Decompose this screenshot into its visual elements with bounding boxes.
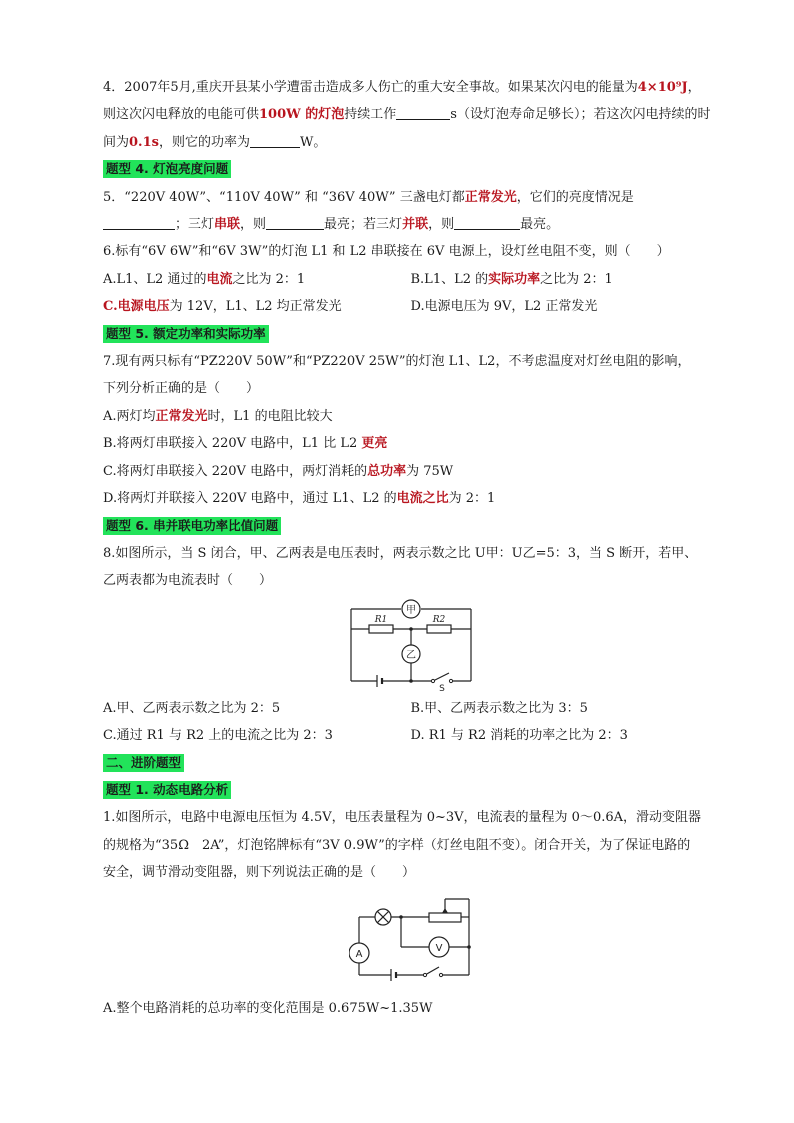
answer-blank[interactable] [103,215,175,230]
q5-text: ，则 [240,217,267,233]
option-text: D.将两灯并联接入 220V 电路中，通过 L1、L2 的 [103,491,397,507]
option-text: 为 2：1 [448,491,496,507]
question-4 [103,74,718,156]
q8-options-row-2 [103,722,718,749]
question-7-stem [103,348,718,403]
q8-options-row-1 [103,695,718,722]
option-text: 为 75W [406,463,454,479]
section-heading: 二、进阶题型 [103,754,184,772]
q5-highlight: 并联 [402,217,429,233]
section-tag: 题型 1. 动态电路分析 [103,781,231,799]
option-text: 之比为 2：1 [540,271,613,287]
q5-highlight: 正常发光 [464,189,517,205]
section-tag: 题型 5. 额定功率和实际功率 [103,325,269,343]
option-text: B.将两灯串联接入 220V 电路中，L1 比 L2 [103,436,362,452]
q7-option-c[interactable] [103,458,718,485]
question-5 [103,184,718,239]
q5-text: 最亮。 [520,217,560,233]
q4-text: s（设灯泡寿命足够长）；若这次闪电持续的时 [450,107,711,123]
section-tag: 题型 6. 串并联电功率比值问题 [103,517,281,535]
ammeter-label: A [355,948,362,960]
q8-option-d[interactable]: D. R1 与 R2 消耗的功率之比为 2：3 [410,728,628,744]
q6-options-row-1 [103,266,718,293]
advanced-question-1 [103,804,718,886]
q4-text: ， [687,80,701,95]
q4-text: 4．2007年5月,重庆开县某小学遭雷击造成多人伤亡的重大安全事故。如果某次闪电的能量为 [103,80,638,95]
q4-text: 间为 [103,134,130,150]
q4-text: ，则它的功率为 [158,134,250,150]
option-text: 之比为 2：1 [232,271,306,287]
q4-text: 则这次闪电释放的电能可供 [103,107,260,123]
q6-option-c[interactable] [103,293,411,320]
q5-highlight: 串联 [214,217,241,233]
option-text: A.L1、L2 通过的 [103,271,207,287]
option-highlight: 电流之比 [396,491,449,507]
qa1-text: 的规格为“35Ω 2A”，灯泡铭牌标有“3V 0.9W”的字样（灯丝电阻不变）。闭合开关，为了保证电路的 [103,837,691,853]
qa1-circuit-figure [103,891,718,991]
resistor-r2-label: R2 [432,614,445,625]
option-highlight: 更亮 [361,436,388,452]
question-6-stem: 6.标有“6V 6W”和“6V 3W”的灯泡 L1 和 L2 串联接在 6V 电源上，设灯丝电阻不变，则（ ） [103,244,670,260]
q5-text: ，它们的亮度情况是 [516,189,634,205]
q6-option-b[interactable] [411,266,719,293]
answer-blank[interactable] [396,105,450,120]
resistor-r1-label: R1 [374,614,387,625]
q5-text: ；三灯 [175,217,215,233]
option-text: B.L1、L2 的 [410,271,489,287]
option-highlight: 实际功率 [488,271,541,287]
q6-option-a[interactable] [103,266,411,293]
option-text: 为 12V，L1、L2 均正常发光 [169,299,342,315]
q5-text: ，则 [428,217,455,233]
option-text: D.电源电压为 9V，L2 正常发光 [410,299,598,315]
q4-highlight: 4×10⁹J [637,80,688,95]
question-8-stem [103,540,718,595]
q7-option-a[interactable] [103,403,718,430]
circuit-diagram [349,599,473,691]
meter-yi-label: 乙 [405,649,416,661]
q4-highlight: 100W 的灯泡 [259,107,345,123]
meter-jia-label: 甲 [405,604,416,616]
q7-option-d[interactable] [103,485,718,512]
q8-option-a[interactable]: A.甲、乙两表示数之比为 2：5 [103,700,281,716]
option-highlight: 电流 [206,271,233,287]
q8-option-c[interactable]: C.通过 R1 与 R2 上的电流之比为 2：3 [103,728,333,744]
document-page [103,74,718,1022]
q8-option-b[interactable]: B.甲、乙两表示数之比为 3：5 [410,700,588,716]
q8-text: 乙两表都为电流表时（ ） [103,573,273,589]
answer-blank[interactable] [250,133,300,148]
q6-options-row-2 [103,293,718,320]
qa1-text: 1.如图所示，电路中电源电压恒为 4.5V，电压表量程为 0~3V，电流表的量程为 0～0.6A，滑动变阻器 [103,810,702,826]
q5-text: 5．“220V 40W”、“110V 40W” 和 “36V 40W” 三盏电灯都 [103,189,465,205]
q7-text: 7.现有两只标有“PZ220V 50W”和“PZ220V 25W”的灯泡 L1、L2，不考虑温度对灯丝电阻的影响， [103,354,691,370]
voltmeter-label: V [435,942,442,954]
q4-highlight: 0.1s [129,134,159,150]
option-text: C.将两灯串联接入 220V 电路中，两灯消耗的 [103,463,368,479]
q4-text: W。 [299,134,327,150]
circuit-diagram [349,891,473,991]
q8-text: 8.如图所示，当 S 闭合，甲、乙两表是电压表时，两表示数之比 U甲：U乙=5：3，当 S 断开，若甲、 [103,545,698,561]
q7-option-b[interactable] [103,430,718,457]
option-text: A.两灯均 [103,408,156,424]
q6-option-d[interactable] [411,293,719,320]
qa1-text: 安全，调节滑动变阻器，则下列说法正确的是（ ） [103,865,416,881]
option-highlight: 正常发光 [155,408,208,424]
section-tag: 题型 4. 灯泡亮度问题 [103,160,231,178]
qa1-option-a[interactable]: A.整个电路消耗的总功率的变化范围是 0.675W~1.35W [103,1000,433,1016]
q5-text: 最亮；若三灯 [324,217,403,233]
q4-text: 持续工作 [344,107,397,123]
q7-text: 下列分析正确的是（ ） [103,381,260,397]
option-highlight: 总功率 [367,463,407,479]
option-highlight: C.电源电压 [103,299,170,315]
q8-circuit-figure [103,599,718,691]
option-text: 时，L1 的电阻比较大 [207,408,333,424]
answer-blank[interactable] [454,215,520,230]
switch-s-label: S [438,683,445,691]
answer-blank[interactable] [266,215,324,230]
